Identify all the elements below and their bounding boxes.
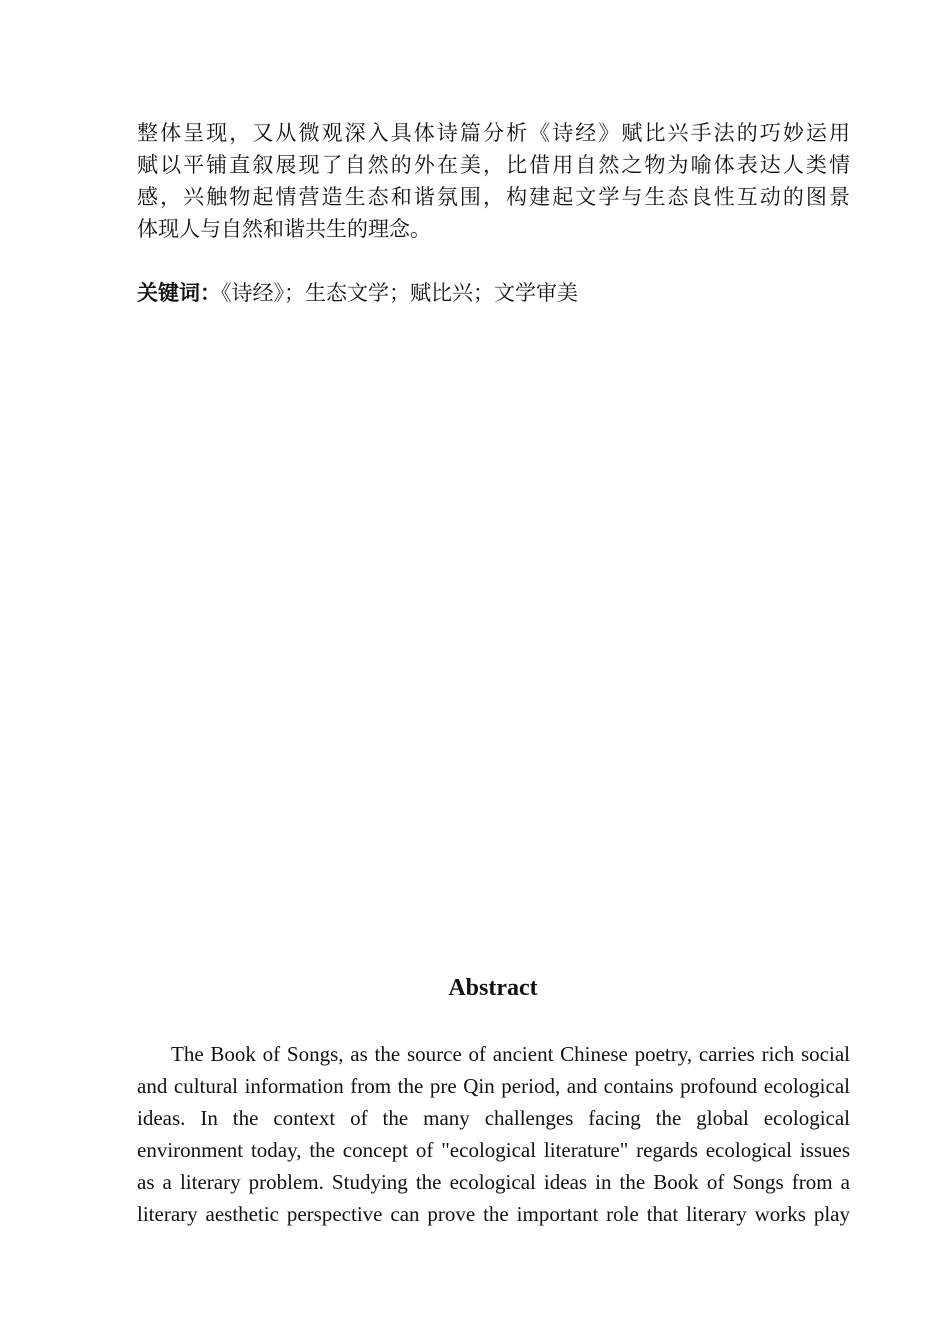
english-abstract-line: as a literary problem. Studying the ecological ideas in the Book of Songs from a	[137, 1170, 850, 1194]
chinese-abstract-line: 体现人与自然和谐共生的理念。	[137, 217, 431, 241]
keywords-items: 《诗经》；生态文学；赋比兴；文学审美	[221, 281, 578, 305]
english-abstract-line: literary aesthetic perspective can prove the important role that literary works play	[137, 1202, 850, 1226]
chinese-abstract-line: 赋以平铺直叙展现了自然的外在美，比借用自然之物为喻体表达人类情	[137, 153, 850, 177]
english-abstract-line: The Book of Songs, as the source of ancient Chinese poetry, carries rich social	[171, 1042, 850, 1066]
chinese-abstract-line: 整体呈现，又从微观深入具体诗篇分析《诗经》赋比兴手法的巧妙运用	[137, 121, 850, 145]
abstract-heading: Abstract	[448, 975, 538, 1001]
keywords-line	[137, 277, 578, 309]
english-abstract-line: ideas. In the context of the many challenges facing the global ecological	[137, 1106, 850, 1130]
chinese-abstract-line: 感，兴触物起情营造生态和谐氛围，构建起文学与生态良性互动的图景	[137, 185, 850, 209]
english-abstract-line: and cultural information from the pre Qin period, and contains profound ecological	[137, 1074, 850, 1098]
chinese-abstract-paragraph	[137, 117, 850, 245]
keywords-label: 关键词：	[137, 281, 221, 305]
english-abstract-line: environment today, the concept of "ecological literature" regards ecological issues	[137, 1138, 850, 1162]
english-abstract-paragraph	[137, 1038, 850, 1230]
